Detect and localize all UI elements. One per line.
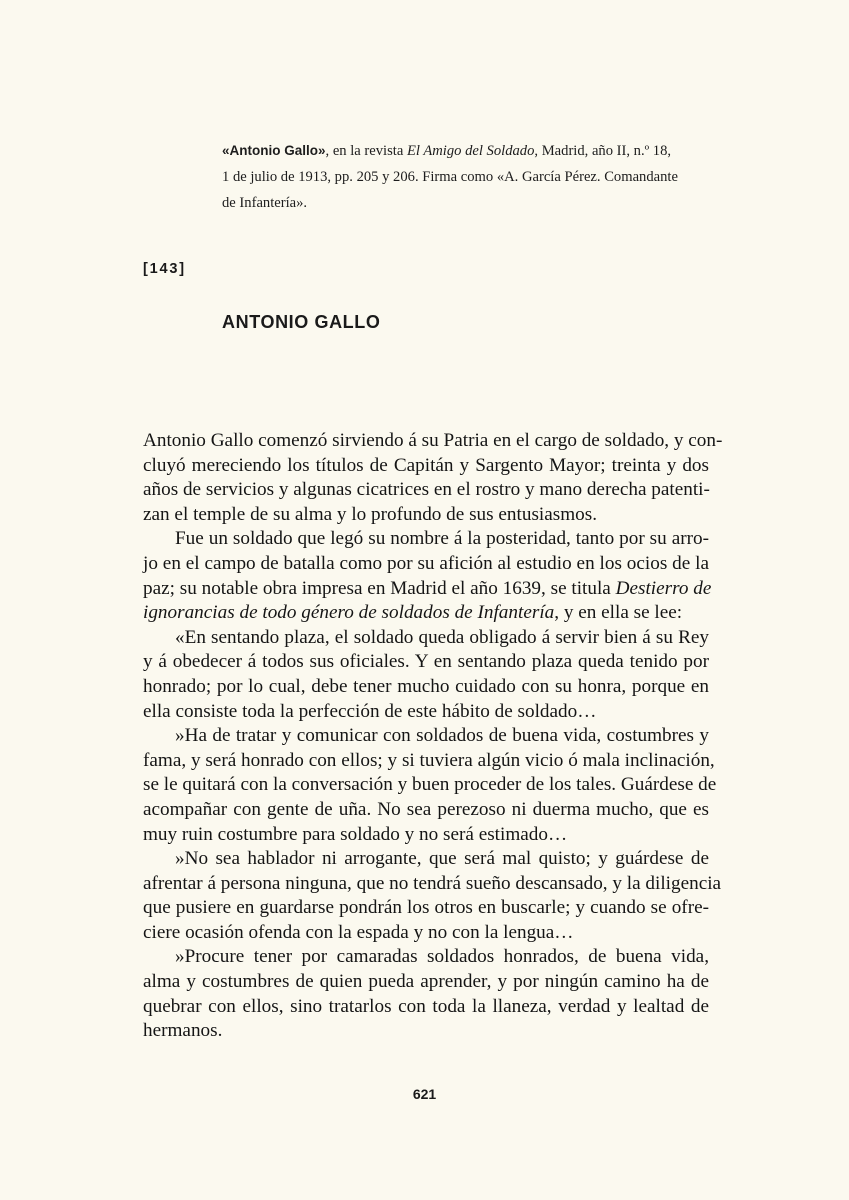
paragraph — [143, 945, 709, 1043]
text-line: zan el temple de su alma y lo profundo de sus entusiasmos. — [143, 503, 598, 525]
source-note-text: , en la revista — [325, 143, 407, 159]
text-line: ella consiste toda la perfección de este hábito de soldado… — [143, 700, 597, 722]
text-line: y á obedecer á todos sus oficiales. Y en sentando plaza queda tenido por — [143, 651, 709, 673]
text-line: años de servicios y algunas cicatrices en el rostro y mano derecha patenti- — [143, 479, 710, 501]
text-line: alma y costumbres de quien pueda aprender, y por ningún camino ha de — [143, 971, 709, 993]
book-title: Destierro de — [615, 577, 712, 599]
body-text — [143, 429, 723, 1044]
text-line: hermanos. — [143, 1020, 223, 1042]
text-line: Antonio Gallo comenzó sirviendo á su Patria en el cargo de soldado, y con- — [143, 430, 723, 451]
document-number: [143] — [143, 261, 186, 277]
paragraph — [143, 626, 709, 724]
text-line: »Ha de tratar y comunicar con soldados de buena vida, costumbres y — [175, 725, 709, 747]
text-fragment: , y en ella se lee: — [554, 602, 683, 624]
text-line: acompañar con gente de uña. No sea perezoso ni duerma mucho, que es — [143, 798, 709, 820]
document-title: ANTONIO GALLO — [222, 312, 381, 332]
text-line: fama, y será honrado con ellos; y si tuviera algún vicio ó mala inclinación, — [143, 749, 715, 771]
source-note-text: , Madrid, año II, n.º 18, — [534, 143, 672, 159]
text-line: honrado; por lo cual, debe tener mucho cuidado con su honra, porque en — [143, 675, 709, 697]
source-note-magazine: El Amigo del Soldado — [406, 143, 535, 159]
text-line — [143, 601, 709, 626]
text-fragment: paz; su notable obra impresa en Madrid el año 1639, se titula — [143, 577, 616, 599]
text-line: jo en el campo de batalla como por su afición al estudio en los ocios de la — [143, 552, 709, 574]
paragraph — [143, 527, 712, 625]
page-number: 621 — [412, 1086, 437, 1102]
paragraph — [143, 429, 723, 527]
source-note-line-1 — [222, 138, 692, 164]
text-line: muy ruin costumbre para soldado y no será estimado… — [143, 823, 568, 845]
source-note-line-3: de Infantería». — [222, 195, 308, 211]
book-title: ignorancias de todo género de soldados de Infantería — [143, 602, 555, 624]
source-note — [222, 138, 692, 216]
text-line: que pusiere en guardarse pondrán los otros en buscarle; y cuando se ofre- — [143, 897, 709, 919]
text-line: se le quitará con la conversación y buen proceder de los tales. Guárdese de — [143, 774, 717, 796]
text-line: afrentar á persona ninguna, que no tendrá sueño descansado, y la diligencia — [143, 872, 722, 894]
paragraph — [143, 847, 722, 945]
text-line: »Procure tener por camaradas soldados honrados, de buena vida, — [175, 946, 709, 968]
text-line: cluyó mereciendo los títulos de Capitán y Sargento Mayor; treinta y dos — [143, 454, 709, 476]
source-note-author-title: «Antonio Gallo» — [222, 143, 326, 158]
text-line: »No sea hablador ni arrogante, que será mal quisto; y guárdese de — [175, 848, 709, 870]
text-line: Fue un soldado que legó su nombre á la posteridad, tanto por su arro- — [175, 528, 709, 550]
text-line — [143, 577, 712, 602]
paragraph — [143, 724, 717, 847]
text-line: quebrar con ellos, sino tratarlos con toda la llaneza, verdad y lealtad de — [143, 995, 709, 1017]
text-line: ciere ocasión ofenda con la espada y no con la lengua… — [143, 921, 574, 943]
text-line: «En sentando plaza, el soldado queda obligado á servir bien á su Rey — [175, 626, 709, 648]
source-note-line-2: 1 de julio de 1913, pp. 205 y 206. Firma como «A. García Pérez. Comandante — [222, 169, 678, 185]
